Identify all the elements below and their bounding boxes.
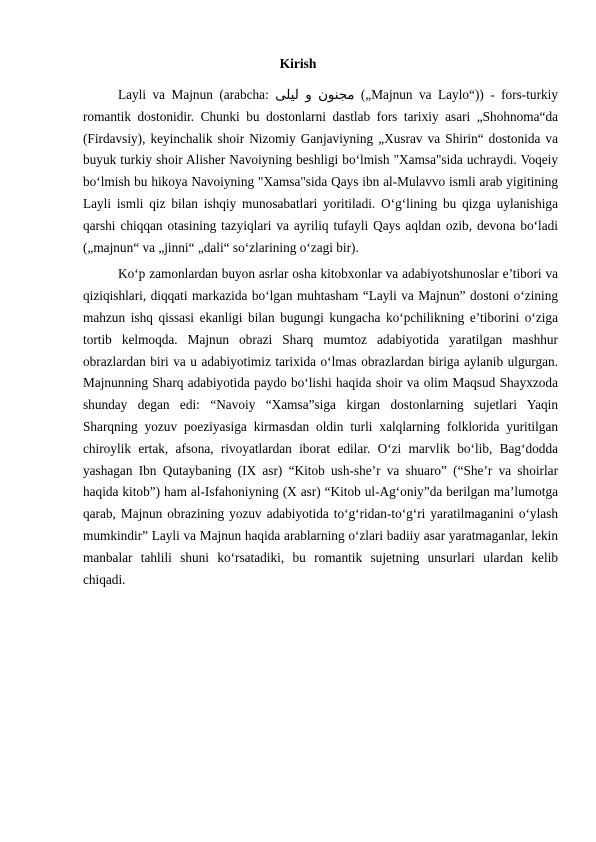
paragraph-history: Ko‘p zamonlardan buyon asrlar osha kitobxonlar va adabiyotshunoslar e’tibori va qiziqishlari, diqqati markazida bo‘lgan muhtasham “Layli va Majnun” dostoni o‘zining mahzun ishq qissasi ekanligi bilan bugungi kungacha ko‘pchilikning e’tiborini o‘ziga tortib kelmoqda. Majnun obrazi Sharq mumtoz adabiyotida yaratilgan mashhur obrazlardan biri va u adabiyotimiz tarixida o‘lmas obrazlardan biriga aylanib ulgurgan. Majnunning Sharq adabiyotida paydo bo‘lishi haqida shoir va olim Maqsud Shayxzoda shunday degan edi: “Navoiy “Xamsa”siga kirgan dostonlarning sujetlari Yaqin Sharqning yozuv poeziyasiga kirmasdan oldin turli xalqlarning folklorida yuritilgan chiroylik ertak, afsona, rivoyatlardan iborat edilar. O‘zi marvlik bo‘lib, Bag‘dodda yashagan Ibn Qutaybaning (IX asr) “Kitob ush-she’r va shuaro” (“She’r va shoirlar haqida kitob”) ham al-Isfahoniyning (X asr) “Kitob ul-Ag‘oniy”da berilgan ma’lumotga qarab, Majnun obrazining yozuv adabiyotida to‘g‘ridan-to‘g‘ri yaratilmaganini o‘ylash mumkindir” Layli va Majnun haqida arablarning o‘zlari badiiy asar yaratmaganlar, lekin manbalar tahlili shuni ko‘rsatadiki, bu romantik sujetning unsurlari ulardan kelib chiqadi. [83,266,558,587]
document-body [83,84,558,594]
paragraph-intro: Layli va Majnun (arabcha: مجنون و ليلى („Majnun va Laylo“)) - fors-turkiy romantik dostonidir. Chunki bu dostonlarni dastlab fors tarixiy asari „Shohnoma“da (Firdavsiy), keyinchalik shoir Nizomiy Ganjaviyning „Xusrav va Shirin“ dostonida va buyuk turkiy shoir Alisher Navoiyning beshligi bo‘lmish "Xamsa"sida uchraydi. Voqeiy bo‘lmish bu hikoya Navoiyning "Xamsa"sida Qays ibn al-Mulavvo ismli arab yigitining Layli ismli qiz bilan ishqiy munosabatlari yoritiladi. O‘g‘lining bu qizga uylanishiga qarshi chiqqan otasining tazyiqlari va ayriliq tufayli Qays aqldan ozib, devona bo‘ladi („majnun“ va „jinni“ „dali“ so‘zlarining o‘zagi bir). [83,87,558,255]
document-title: Kirish [279,56,317,71]
